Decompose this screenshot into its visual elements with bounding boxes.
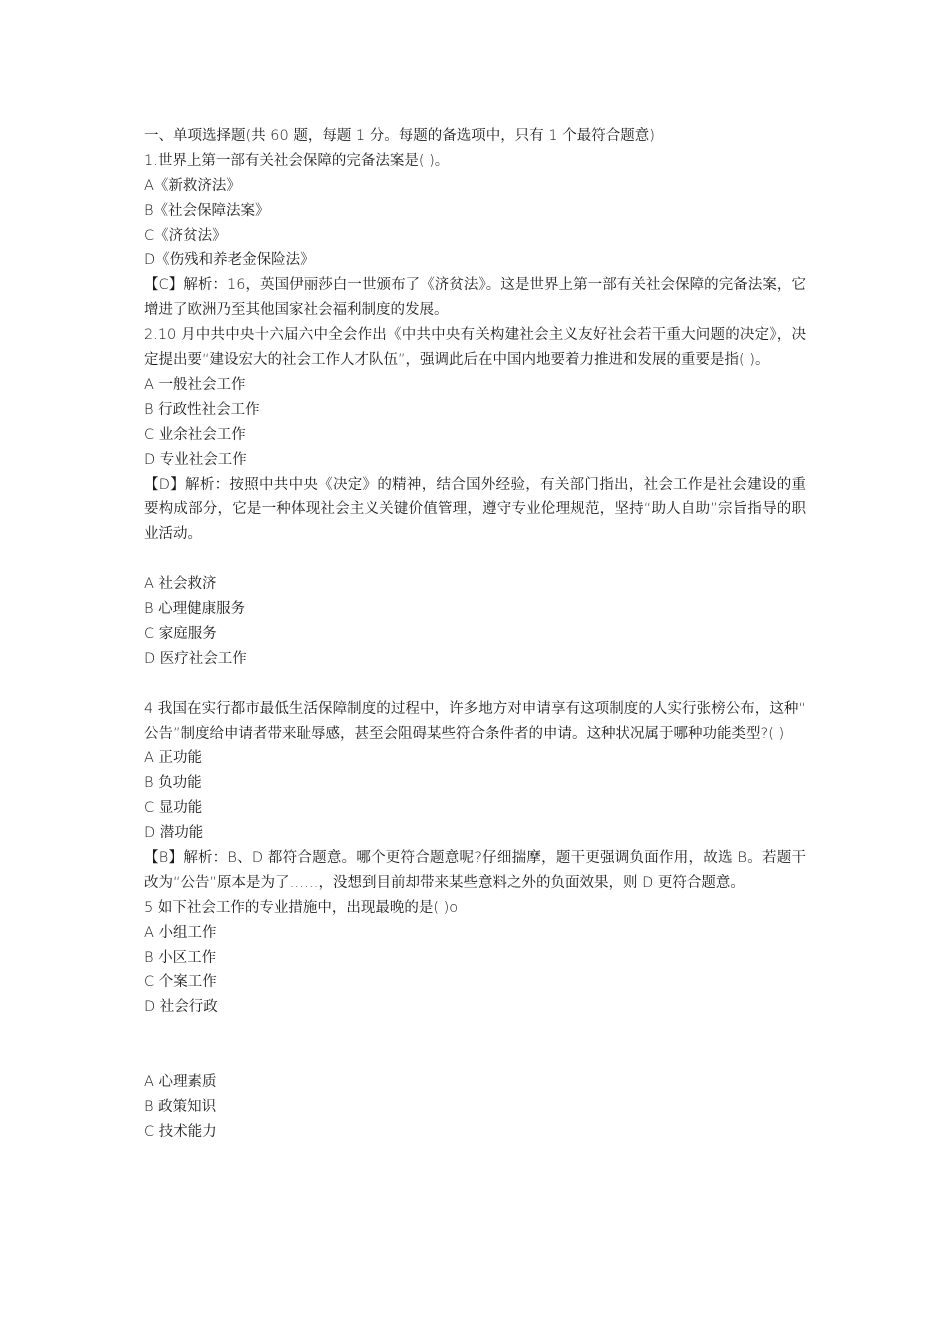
question-5-stem: 5 如下社会工作的专业措施中，出现最晚的是( )o xyxy=(144,899,459,916)
blank-line xyxy=(144,672,806,697)
question-4-option-c: C 显功能 xyxy=(144,800,203,817)
question-1-option-a: A《新救济法》 xyxy=(144,177,241,194)
question-3-option-a: A 社会救济 xyxy=(144,576,217,593)
blank-line xyxy=(144,547,806,572)
section-heading: 一、单项选择题(共 60 题，每题 1 分。每题的备选项中，只有 1 个最符合题意) xyxy=(144,128,655,144)
question-5-option-b: B 小区工作 xyxy=(144,949,217,966)
question-2-option-b: B 行政性社会工作 xyxy=(144,401,260,418)
question-1-answer: 【C】解析：16，英国伊丽莎白一世颁布了《济贫法》。这是世界上第一部有关社会保障的完备法案，它增进了欧洲乃至其他国家社会福利制度的发展。 xyxy=(144,277,806,319)
blank-line xyxy=(144,1045,806,1070)
question-3-option-d: D 医疗社会工作 xyxy=(144,650,247,667)
question-4-stem: 4 我国在实行都市最低生活保障制度的过程中，许多地方对申请享有这项制度的人实行张榜公布，这种“公告”制度给申请者带来耻辱感，甚至会阻碍某些符合条件者的申请。这种状况属于哪种功能类型?( ) xyxy=(144,700,806,742)
question-4-option-b: B 负功能 xyxy=(144,775,202,792)
question-4-answer: 【B】解析：B、D 都符合题意。哪个更符合题意呢?仔细揣摩，题干更强调负面作用，故选 B。若题干改为“公告”原本是为了……，没想到目前却带来某些意料之外的负面效果，则 D 更符合题意。 xyxy=(144,849,806,891)
question-1-stem: 1.世界上第一部有关社会保障的完备法案是( )。 xyxy=(144,152,450,169)
question-6-option-b: B 政策知识 xyxy=(144,1098,217,1115)
question-5-option-d: D 社会行政 xyxy=(144,999,218,1016)
blank-line xyxy=(144,1020,806,1045)
question-2-option-c: C 业余社会工作 xyxy=(144,426,246,443)
question-1-option-c: C《济贫法》 xyxy=(144,227,227,244)
question-2-answer: 【D】解析：按照中共中央《决定》的精神，结合国外经验，有关部门指出，社会工作是社会建设的重要构成部分，它是一种体现社会主义关键价值管理，遵守专业伦理规范，坚持“助人自助”宗旨指导的职业活动。 xyxy=(144,476,806,543)
question-2-option-a: A 一般社会工作 xyxy=(144,376,246,393)
question-4-option-a: A 正功能 xyxy=(144,750,203,767)
document-body xyxy=(144,124,806,1145)
question-4-option-d: D 潜功能 xyxy=(144,825,204,842)
question-2-stem: 2.10 月中共中央十六届六中全会作出《中共中央有关构建社会主义友好社会若干重大问题的决定》，决定提出要“建设宏大的社会工作人才队伍”，强调此后在中国内地要着力推进和发展的重要是指( )。 xyxy=(144,327,806,369)
question-5-option-c: C 个案工作 xyxy=(144,974,217,991)
question-6-option-a: A 心理素质 xyxy=(144,1074,217,1091)
question-3-option-c: C 家庭服务 xyxy=(144,625,217,642)
question-1-option-b: B《社会保障法案》 xyxy=(144,202,270,219)
question-5-option-a: A 小组工作 xyxy=(144,924,217,941)
question-1-option-d: D《伤残和养老金保险法》 xyxy=(144,252,315,269)
question-2-option-d: D 专业社会工作 xyxy=(144,451,247,468)
question-6-option-c: C 技术能力 xyxy=(144,1123,217,1140)
question-3-option-b: B 心理健康服务 xyxy=(144,601,246,618)
